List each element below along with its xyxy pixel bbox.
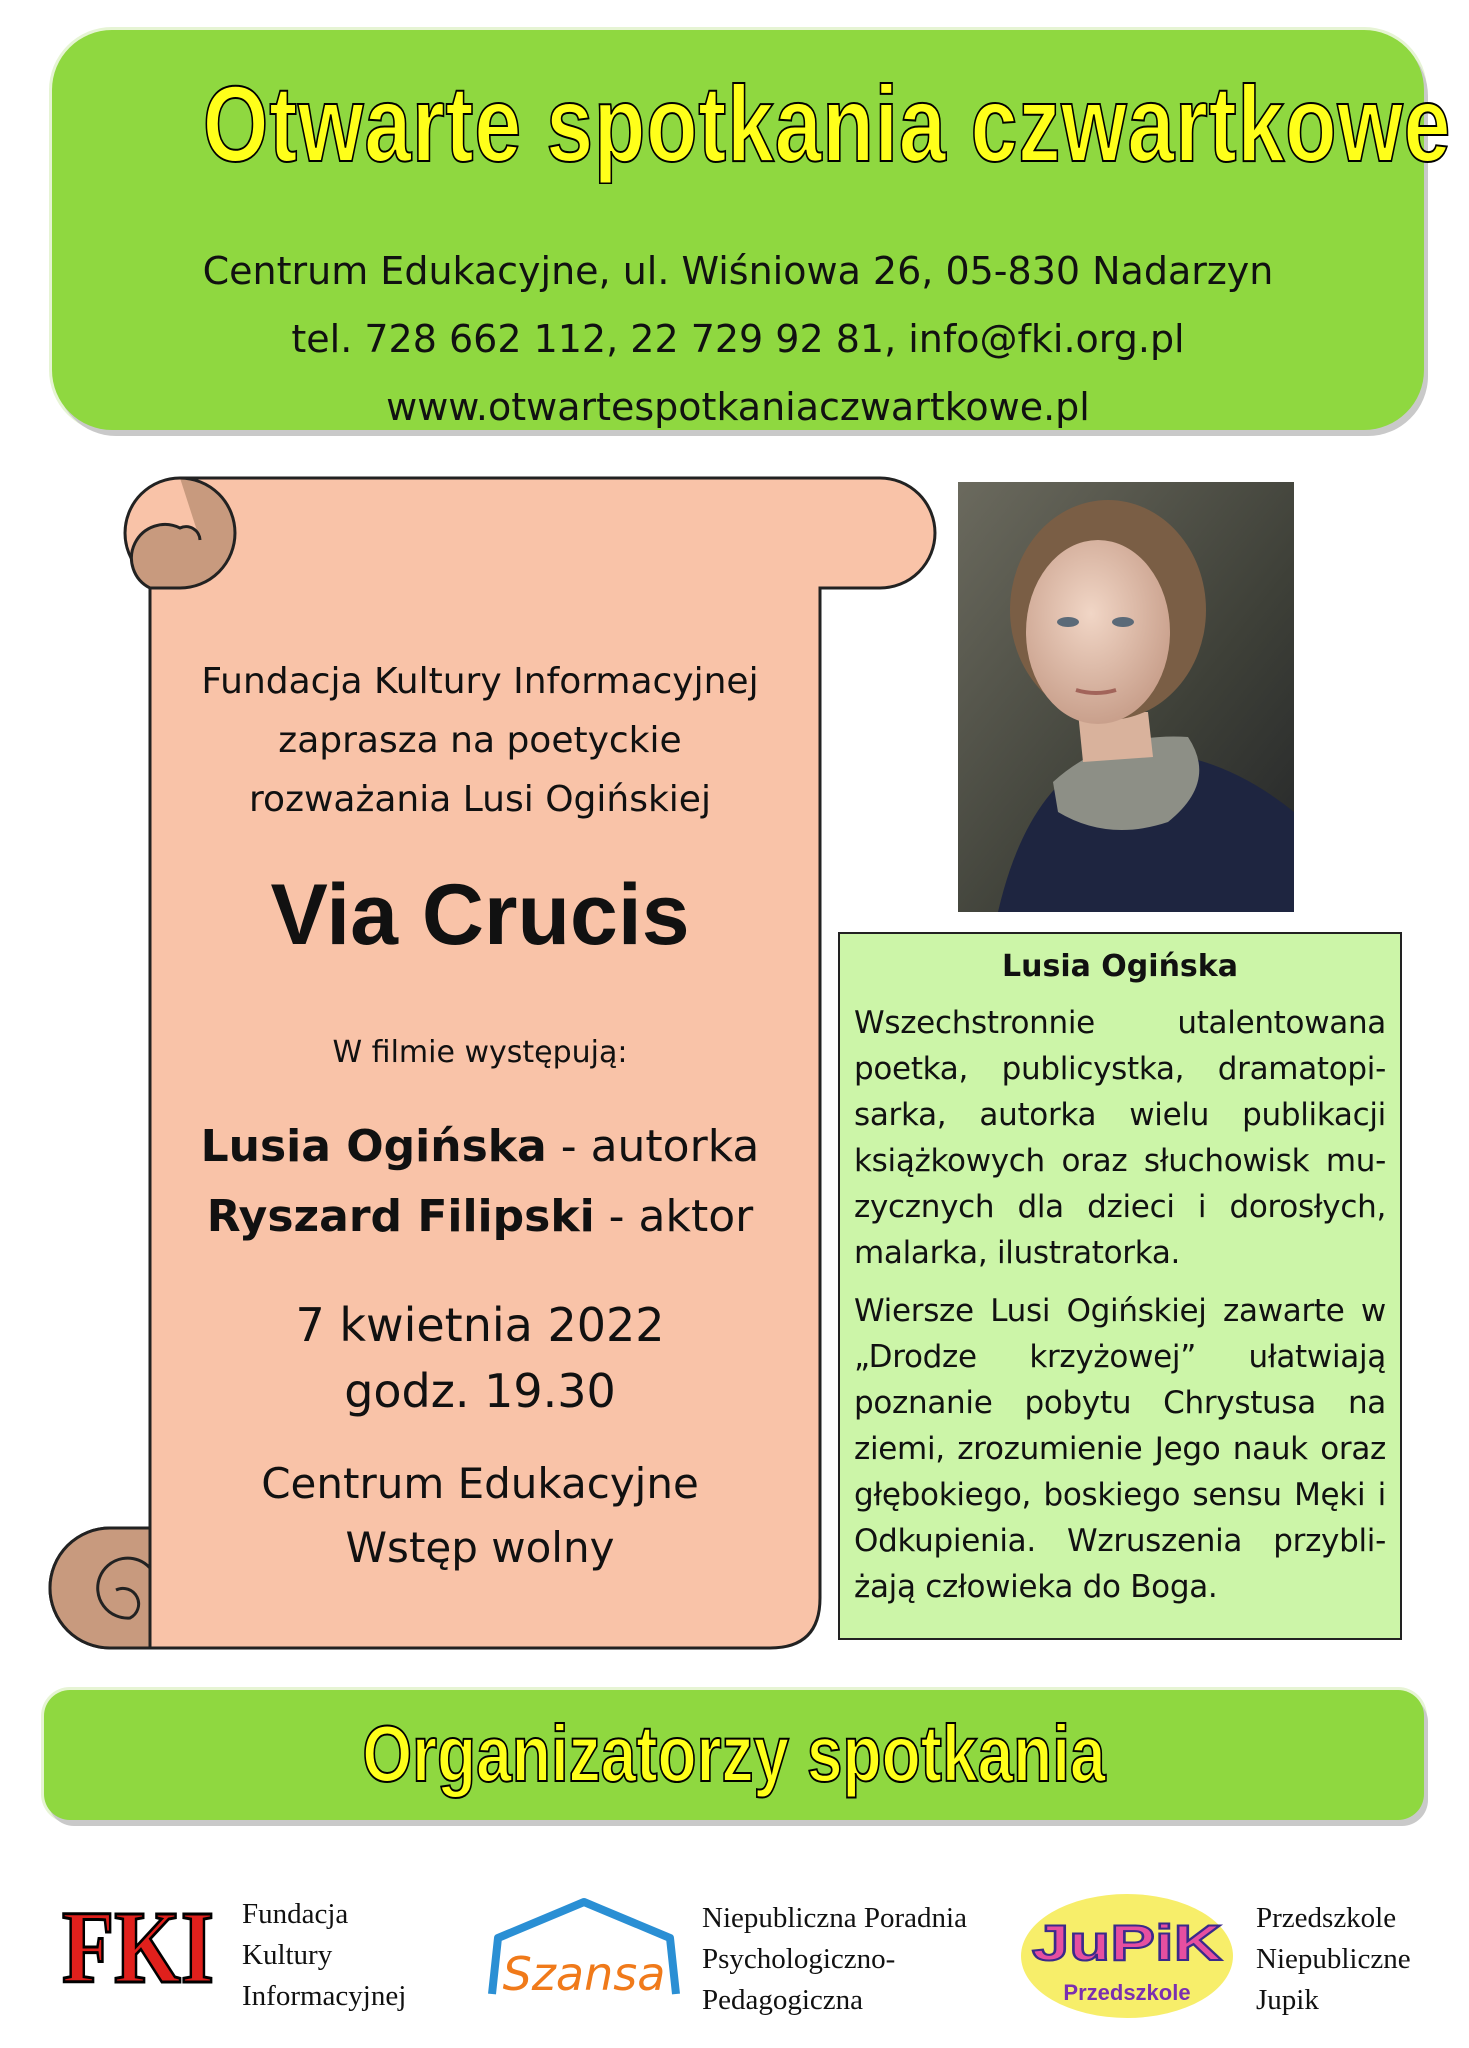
organizer-line: Pedagogiczna [702,1984,864,2016]
header-address: Centrum Edukacyjne, ul. Wiśniowa 26, 05-830 Nadarzyn [202,249,1274,293]
organizer-line: Niepubliczna Poradnia [702,1902,967,1934]
fki-logo [58,1890,218,2005]
bio-paragraph: Wszechstronnie utalentowana poetka, publicystka, dramatopi-sarka, autorka wielu publikacji książkowych oraz słuchowisk mu-zycznych dla dzieci i dorosłych, malarka, ilustratorka. [854,1005,1386,1271]
jupik-logo-mark [1018,1890,1236,2022]
event-date: 7 kwietnia 2022 [295,1298,665,1352]
organizer-jupik [1256,1898,1411,2021]
organizer-line: Niepubliczne [1256,1943,1411,1975]
intro-line: zaprasza na poetyckie [278,720,682,761]
author-photo [958,482,1294,912]
organizers-banner [44,1690,1424,1820]
cast-role: - aktor [608,1191,754,1242]
cast-name: Ryszard Filipski [206,1191,595,1242]
page-title: Otwarte spotkania czwartkowe [202,63,1452,184]
header-banner [52,30,1452,430]
bio-name: Lusia Ogińska [1002,949,1238,984]
event-datetime [150,1292,810,1424]
organizers-title: Organizatorzy spotkania [362,1709,1106,1798]
organizer-line: Kultury [242,1939,333,1971]
portrait-image [958,482,1294,912]
organizer-line: Fundacja [242,1898,349,1930]
jupik-logo-subtext: Przedszkole [1063,1980,1191,2005]
cast-heading: W filmie występują: [332,1035,628,1070]
event-title: Via Crucis [270,867,690,963]
cast-item [140,1112,820,1182]
fki-logo-mark [58,1890,218,2005]
organizer-line: Przedszkole [1256,1902,1397,1934]
cast-item [140,1182,820,1252]
event-intro [150,652,810,829]
event-time: godz. 19.30 [344,1364,616,1418]
szansa-logo [484,1898,684,2010]
header-website: www.otwartespotkaniaczwartkowe.pl [386,385,1090,429]
bio-paragraph: Wiersze Lusi Ogińskiej zawarte w „Drodze krzyżowej” ułatwiają poznanie pobytu Chrystusa na ziemi, zrozumienie Jego nauk oraz głębokiego, boskiego sensu Męki i Odkupienia. Wzruszenia przybli-żają człowieka do Boga. [854,1293,1386,1605]
bio-box [838,932,1402,1640]
intro-line: rozważania Lusi Ogińskiej [249,779,711,820]
intro-line: Fundacja Kultury Informacyjnej [201,661,759,702]
organizer-fki [242,1894,406,2017]
jupik-logo-text: JuPiK [1032,1915,1222,1971]
organizer-line: Psychologiczno- [702,1943,896,1975]
fki-logo-text: FKI [62,1890,214,2005]
cast-name: Lusia Ogińska [200,1121,547,1172]
szansa-logo-mark [484,1898,684,2010]
jupik-logo [1018,1890,1236,2022]
szansa-logo-text: Szansa [502,1947,666,2001]
header-contact: tel. 728 662 112, 22 729 92 81, info@fki.org.pl [291,317,1185,361]
event-entry: Wstęp wolny [345,1523,615,1572]
cast-list [140,1112,820,1252]
organizer-line: Informacyjnej [242,1980,407,2012]
event-venue-block [150,1452,810,1580]
organizer-line: Jupik [1256,1984,1319,2016]
cast-role: - autorka [560,1121,760,1172]
scroll-bottom-curl [50,1528,150,1648]
organizer-szansa [702,1898,967,2021]
event-venue: Centrum Edukacyjne [261,1459,699,1508]
